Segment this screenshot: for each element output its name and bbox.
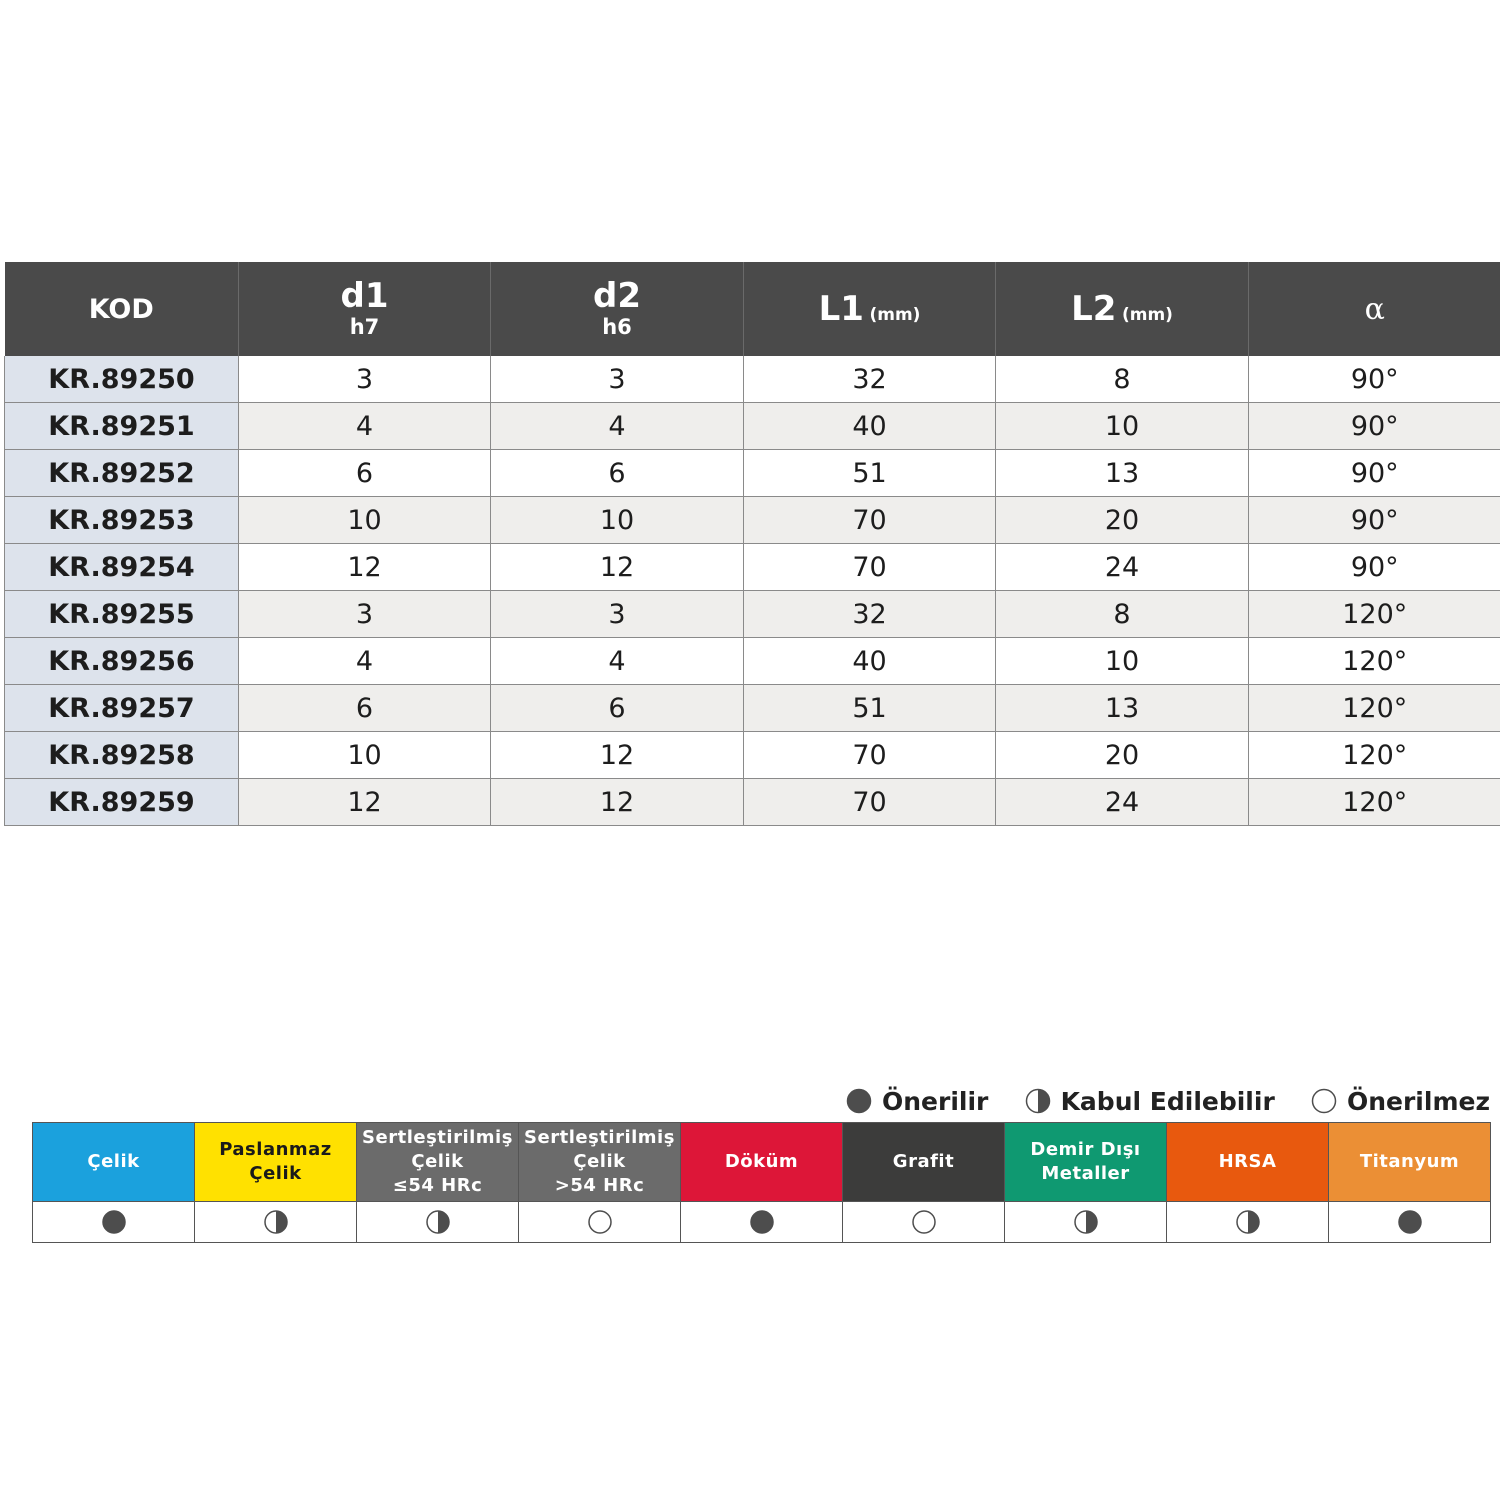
material-rating-cell xyxy=(195,1202,357,1243)
table-row xyxy=(5,779,1500,826)
half-circle-icon xyxy=(425,1209,451,1235)
cell-d2: 3 xyxy=(491,356,744,403)
materials-rating-row xyxy=(33,1202,1491,1243)
legend-acceptable xyxy=(1025,1087,1275,1116)
filled-circle-icon xyxy=(101,1209,127,1235)
spec-header-row xyxy=(5,262,1500,356)
header-kod-label: KOD xyxy=(88,293,154,325)
cell-d1: 6 xyxy=(239,685,491,732)
material-rating-cell xyxy=(1329,1202,1491,1243)
legend-not-recommended-label: Önerilmez xyxy=(1346,1086,1490,1116)
cell-l1: 51 xyxy=(744,685,996,732)
cell-l1: 40 xyxy=(744,638,996,685)
cell-l1: 51 xyxy=(744,450,996,497)
material-rating-cell xyxy=(681,1202,843,1243)
cell-l1: 70 xyxy=(744,779,996,826)
table-row xyxy=(5,497,1500,544)
header-d1 xyxy=(239,262,491,356)
empty-circle-icon xyxy=(1311,1088,1337,1114)
material-label-line: Çelik xyxy=(249,1163,302,1184)
material-rating-cell xyxy=(1005,1202,1167,1243)
header-l1-label: L1 xyxy=(818,289,864,329)
empty-circle-icon xyxy=(911,1209,937,1235)
cell-alpha: 90° xyxy=(1249,544,1500,591)
cell-d2: 6 xyxy=(491,685,744,732)
cell-kod: KR.89257 xyxy=(5,685,239,732)
cell-l1: 32 xyxy=(744,591,996,638)
materials-table xyxy=(32,1122,1491,1243)
material-header xyxy=(681,1123,843,1202)
cell-d1: 3 xyxy=(239,591,491,638)
cell-d2: 6 xyxy=(491,450,744,497)
material-label-line: Döküm xyxy=(724,1151,799,1172)
cell-d1: 4 xyxy=(239,638,491,685)
cell-l2: 24 xyxy=(996,544,1249,591)
cell-l2: 20 xyxy=(996,497,1249,544)
cell-l2: 8 xyxy=(996,356,1249,403)
half-circle-icon xyxy=(263,1209,289,1235)
cell-l1: 32 xyxy=(744,356,996,403)
half-circle-icon xyxy=(1073,1209,1099,1235)
filled-circle-icon xyxy=(1397,1209,1423,1235)
material-label-line: Çelik xyxy=(87,1151,140,1172)
legend-not-recommended xyxy=(1311,1087,1490,1116)
cell-l2: 13 xyxy=(996,685,1249,732)
material-header xyxy=(1329,1123,1491,1202)
header-d1-label: d1 xyxy=(340,276,389,316)
table-row xyxy=(5,450,1500,497)
header-alpha xyxy=(1249,262,1500,356)
cell-d1: 3 xyxy=(239,356,491,403)
material-rating-cell xyxy=(519,1202,681,1243)
cell-l2: 24 xyxy=(996,779,1249,826)
material-header xyxy=(1167,1123,1329,1202)
header-kod xyxy=(5,262,239,356)
material-label-line: Demir Dışı xyxy=(1030,1139,1141,1160)
table-row xyxy=(5,544,1500,591)
cell-kod: KR.89252 xyxy=(5,450,239,497)
header-d1-tolerance: h7 xyxy=(349,315,380,339)
material-header xyxy=(519,1123,681,1202)
cell-d2: 12 xyxy=(491,544,744,591)
header-d2-tolerance: h6 xyxy=(602,315,632,339)
material-label-line: Sertleştirilmiş xyxy=(524,1127,675,1148)
cell-d1: 6 xyxy=(239,450,491,497)
cell-alpha: 120° xyxy=(1249,591,1500,638)
material-label-line: Çelik xyxy=(573,1151,626,1172)
cell-alpha: 120° xyxy=(1249,685,1500,732)
half-circle-icon xyxy=(1025,1088,1051,1114)
cell-d2: 12 xyxy=(491,732,744,779)
cell-l2: 10 xyxy=(996,403,1249,450)
header-l2-label: L2 xyxy=(1071,289,1117,329)
cell-alpha: 90° xyxy=(1249,403,1500,450)
filled-circle-icon xyxy=(749,1209,775,1235)
cell-kod: KR.89254 xyxy=(5,544,239,591)
cell-kod: KR.89251 xyxy=(5,403,239,450)
material-label-line: >54 HRc xyxy=(554,1175,645,1196)
cell-l1: 70 xyxy=(744,732,996,779)
rating-legend xyxy=(846,1084,1490,1118)
cell-l1: 70 xyxy=(744,544,996,591)
table-row xyxy=(5,732,1500,779)
cell-alpha: 90° xyxy=(1249,497,1500,544)
header-l2-unit: (mm) xyxy=(1121,305,1173,325)
cell-l2: 8 xyxy=(996,591,1249,638)
material-label-line: Titanyum xyxy=(1359,1151,1460,1172)
material-header xyxy=(33,1123,195,1202)
header-d2-label: d2 xyxy=(593,276,641,316)
material-header xyxy=(357,1123,519,1202)
spec-table xyxy=(4,262,1500,826)
cell-d1: 10 xyxy=(239,497,491,544)
cell-d2: 4 xyxy=(491,403,744,450)
cell-kod: KR.89253 xyxy=(5,497,239,544)
material-label-line: Paslanmaz xyxy=(219,1139,332,1160)
header-l1 xyxy=(744,262,996,356)
cell-alpha: 120° xyxy=(1249,732,1500,779)
cell-kod: KR.89258 xyxy=(5,732,239,779)
cell-l2: 10 xyxy=(996,638,1249,685)
material-label-line: Grafit xyxy=(892,1151,955,1172)
legend-recommended-label: Önerilir xyxy=(882,1086,989,1116)
cell-kod: KR.89259 xyxy=(5,779,239,826)
cell-alpha: 90° xyxy=(1249,356,1500,403)
cell-l2: 20 xyxy=(996,732,1249,779)
material-label-line: Çelik xyxy=(411,1151,464,1172)
material-label-line: HRSA xyxy=(1218,1151,1277,1172)
material-rating-cell xyxy=(1167,1202,1329,1243)
cell-kod: KR.89255 xyxy=(5,591,239,638)
material-header xyxy=(1005,1123,1167,1202)
cell-d1: 12 xyxy=(239,779,491,826)
cell-kod: KR.89256 xyxy=(5,638,239,685)
material-header xyxy=(843,1123,1005,1202)
table-row xyxy=(5,638,1500,685)
cell-d2: 3 xyxy=(491,591,744,638)
cell-alpha: 120° xyxy=(1249,779,1500,826)
half-circle-icon xyxy=(1235,1209,1261,1235)
cell-alpha: 90° xyxy=(1249,450,1500,497)
header-d2 xyxy=(491,262,744,356)
cell-d1: 4 xyxy=(239,403,491,450)
header-l1-unit: (mm) xyxy=(869,305,921,325)
cell-kod: KR.89250 xyxy=(5,356,239,403)
material-label-line: Metaller xyxy=(1041,1163,1130,1184)
table-row xyxy=(5,591,1500,638)
table-row xyxy=(5,356,1500,403)
cell-l2: 13 xyxy=(996,450,1249,497)
material-rating-cell xyxy=(33,1202,195,1243)
cell-d2: 12 xyxy=(491,779,744,826)
material-header xyxy=(195,1123,357,1202)
materials-header-row xyxy=(33,1123,1491,1202)
header-l2 xyxy=(996,262,1249,356)
header-alpha-label: α xyxy=(1364,291,1385,327)
cell-l1: 70 xyxy=(744,497,996,544)
cell-d2: 10 xyxy=(491,497,744,544)
legend-recommended xyxy=(846,1087,988,1116)
cell-d2: 4 xyxy=(491,638,744,685)
material-rating-cell xyxy=(357,1202,519,1243)
table-row xyxy=(5,685,1500,732)
cell-alpha: 120° xyxy=(1249,638,1500,685)
empty-circle-icon xyxy=(587,1209,613,1235)
material-rating-cell xyxy=(843,1202,1005,1243)
spec-table-body xyxy=(5,356,1500,826)
table-row xyxy=(5,403,1500,450)
legend-acceptable-label: Kabul Edilebilir xyxy=(1060,1086,1275,1116)
cell-l1: 40 xyxy=(744,403,996,450)
material-label-line: ≤54 HRc xyxy=(392,1175,483,1196)
cell-d1: 12 xyxy=(239,544,491,591)
cell-d1: 10 xyxy=(239,732,491,779)
material-label-line: Sertleştirilmiş xyxy=(362,1127,513,1148)
filled-circle-icon xyxy=(846,1088,872,1114)
